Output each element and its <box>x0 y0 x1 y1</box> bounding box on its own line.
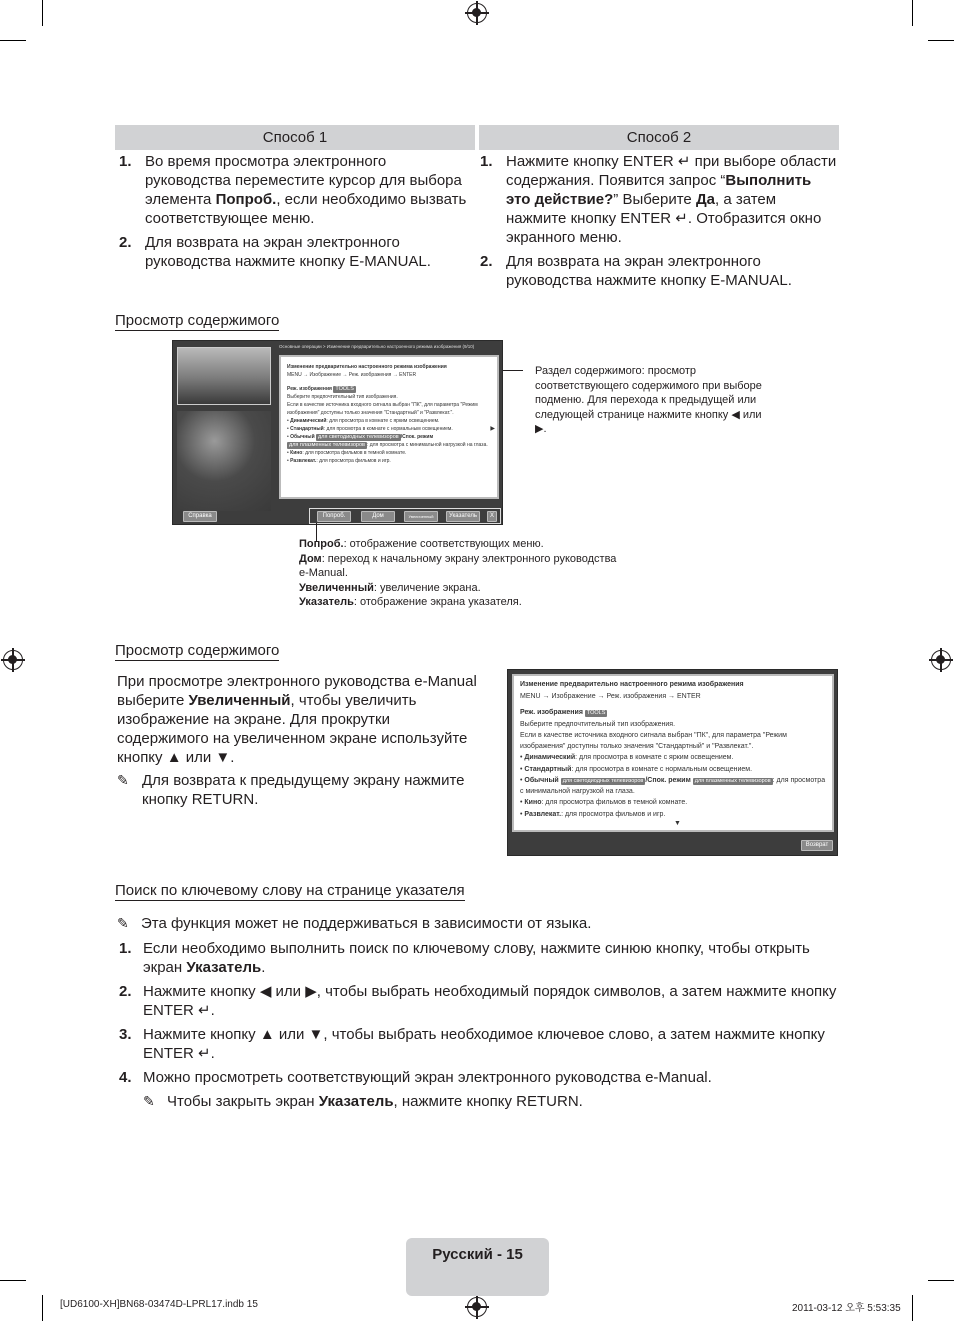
zoom-button[interactable]: Увеличенный <box>404 511 438 522</box>
index-button[interactable]: Указатель <box>446 511 480 522</box>
crop-mark <box>42 1295 43 1321</box>
crop-mark <box>42 0 43 26</box>
callout-line <box>503 370 523 371</box>
index-steps-list <box>115 939 837 1111</box>
section-title: Поиск по ключевому слову на странице указателя <box>115 882 465 899</box>
try-button[interactable]: Попроб. <box>317 511 351 522</box>
note-pencil-icon: ✎ <box>117 772 129 788</box>
preview-image <box>177 347 271 405</box>
help-button[interactable]: Справка <box>183 511 217 522</box>
registration-mark-icon <box>3 650 23 670</box>
close-index-note: ✎ Чтобы закрыть экран Указатель, нажмите кнопку RETURN. <box>143 1093 583 1110</box>
note-pencil-icon: ✎ <box>117 915 129 931</box>
crop-mark <box>912 1295 913 1321</box>
crop-mark <box>912 0 913 26</box>
method2-list <box>476 152 838 295</box>
registration-mark-icon <box>931 650 951 670</box>
button-legend: Попроб.: отображение соответствующих меню. Дом: переход к начальному экрану электронного руководства e-Manual. Увеличенный: увеличение экрана. Указатель: отображение экрана указателя. <box>299 538 617 608</box>
content-panel: Изменение предварительно настроенного режима изображения MENU → Изображение → Реж. изображения → ENTER Реж. изображения TOOLS Выберите предпочтительный тип изображения. Если в качестве источника входного сигнала выбран "ПК", для параметра "Режим изображения" доступны только значения "Стандартный" и "Развлекат.". • Динамический: для просмотра в комнате с ярким освещением. • Стандартный: для просмотра в комнате с нормальным освещением. • Обычный для светодиодных телевизоров /Спок. режим для плазменных телевизоров : для просмотра с минимальной нагрузкой на глаза. • Кино: для просмотра фильмов в темной комнате. • Развлекат.: для просмотра фильмов и игр. ▶ <box>279 355 499 499</box>
registration-mark-icon <box>467 3 487 23</box>
breadcrumb: Основные операции > Изменение предварительно настроенного режима изображения (9/10) <box>279 344 475 349</box>
note-pencil-icon: ✎ <box>143 1093 155 1109</box>
method2-header: Способ 2 <box>479 125 839 150</box>
crop-mark <box>928 40 954 41</box>
print-slug-right: 2011-03-12 오후 5:53:35 <box>792 1303 901 1314</box>
enter-icon: ↵ <box>198 1002 211 1019</box>
list-item: 4. Можно просмотреть соответствующий экран электронного руководства e-Manual. <box>119 1069 712 1086</box>
page-number-tab: Русский - 15 <box>406 1238 549 1296</box>
crop-mark <box>0 1280 26 1281</box>
crop-mark <box>928 1280 954 1281</box>
list-item: 1. Если необходимо выполнить поиск по ключевому слову, нажмите синюю кнопку, чтобы открыть экран Указатель. <box>119 940 810 976</box>
list-item: 1. Нажмите кнопку ENTER ↵ при выборе области содержания. Появится запрос “Выполнить это действие?” Выберите Да, а затем нажмите кнопку ENTER ↵. Отобразится окно экранного меню. <box>480 153 837 246</box>
home-button[interactable]: Дом <box>361 511 395 522</box>
zoomed-screenshot <box>507 669 838 856</box>
arrow-right-icon[interactable]: ▶ <box>490 426 495 432</box>
section-title: Просмотр содержимого <box>115 312 280 329</box>
section-title: Просмотр содержимого <box>115 642 280 659</box>
list-item: 3. Нажмите кнопку ▲ или ▼, чтобы выбрать необходимое ключевое слово, а затем нажмите кнопку ENTER ↵. <box>119 1026 825 1062</box>
zoomed-content-panel: Изменение предварительно настроенного режима изображения MENU → Изображение → Реж. изображения → ENTER Реж. изображения TOOLS Выберите предпочтительный тип изображения. Если в качестве источника входного сигнала выбран "ПК", для параметра "Режим изображения" доступны только значения "Стандартный" и "Развлекат.". • Динамический: для просмотра в комнате с ярким освещением. • Стандартный: для просмотра в комнате с нормальным освещением. • Обычный для светодиодных телевизоров /Спок. режим для плазменных телевизоров : для просмотра с минимальной нагрузкой на глаза. • Кино: для просмотра фильмов в темной комнате. • Развлекат.: для просмотра фильмов и игр. ▼ <box>512 674 834 832</box>
language-note: ✎ Эта функция может не поддерживаться в зависимости от языка. <box>117 915 592 932</box>
enter-icon: ↵ <box>198 1045 211 1062</box>
list-item: 1. Во время просмотра электронного руководства переместите курсор для выбора элемента Попроб., если необходимо вызвать соответствующее меню. <box>119 153 467 227</box>
crop-mark <box>0 40 26 41</box>
method1-header: Способ 1 <box>115 125 475 150</box>
print-slug-left: [UD6100-XH]BN68-03474D-LPRL17.indb 15 <box>60 1299 258 1310</box>
emanual-screenshot <box>172 340 503 525</box>
back-button[interactable]: Возврат <box>801 840 833 851</box>
enter-icon: ↵ <box>677 153 691 170</box>
close-button[interactable]: X <box>487 511 497 522</box>
method1-list <box>115 152 473 276</box>
registration-mark-icon <box>467 1297 487 1317</box>
list-item: 2. Для возврата на экран электронного руководства нажмите кнопку E-MANUAL. <box>119 234 431 270</box>
scroll-down-icon[interactable]: ▼ <box>674 819 681 827</box>
content-callout: Раздел содержимого: просмотр соответствующего содержимого при выборе подменю. Для перехода к предыдущей или следующей странице нажмите кнопку ◀ или ▶. <box>535 365 762 435</box>
list-item: 2. Нажмите кнопку ◀ или ▶, чтобы выбрать необходимый порядок символов, а затем нажмите кнопку ENTER ↵. <box>119 983 837 1019</box>
list-item: 2. Для возврата на экран электронного руководства нажмите кнопку E-MANUAL. <box>480 253 792 289</box>
menu-graphic <box>177 411 271 511</box>
enter-icon: ↵ <box>675 210 688 227</box>
zoom-description: При просмотре электронного руководства e-Manual выберите Увеличенный, чтобы увеличить изображение на экране. Для прокрутки содержимого на увеличенном экране используйте кнопку ▲ или ▼. ✎ Для возврата к предыдущему экрану нажмите кнопку RETURN. <box>117 673 477 808</box>
